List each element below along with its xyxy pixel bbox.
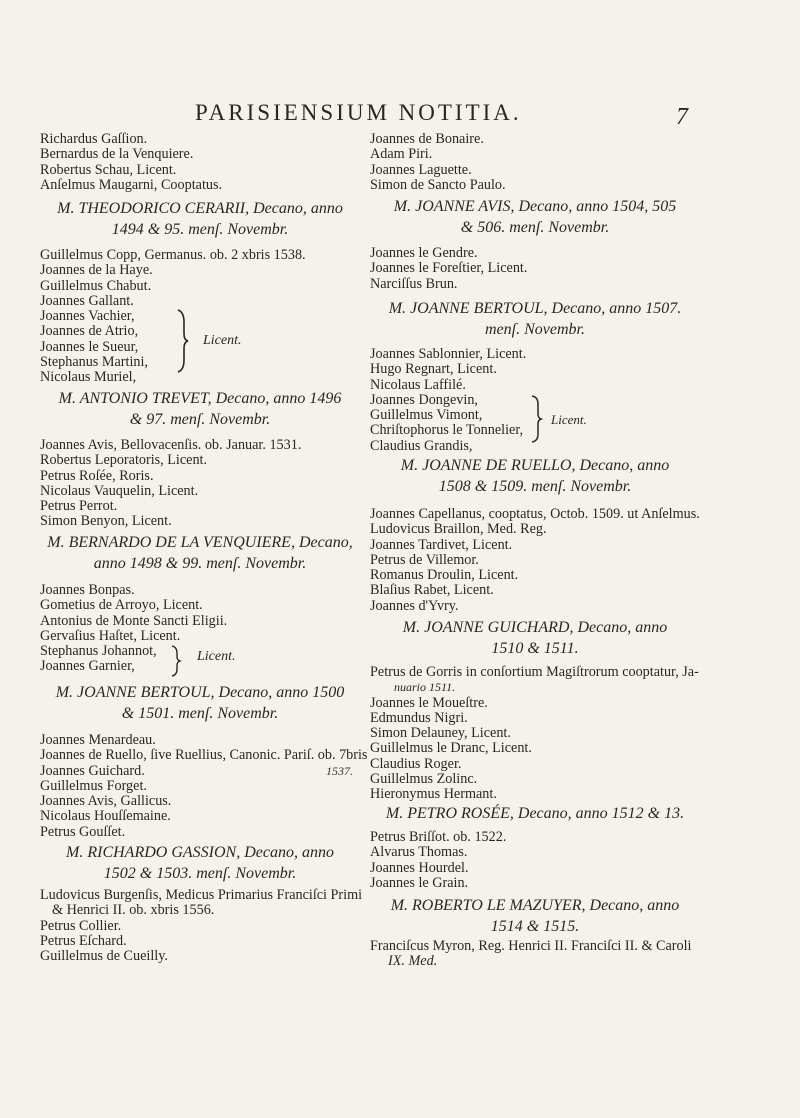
right-section-bertoul [370,298,700,340]
name-line: Narciſſus Brun. [370,275,458,292]
section-title: M. JOANNE GUICHARD, Decano, anno [402,619,668,636]
name-line: Chriſtophorus le Tonnelier, [370,422,524,439]
right-section-guichard [370,617,700,659]
brace-label: Licent. [203,333,242,348]
name-line: Petrus Roſée, Roris. [40,467,154,484]
name-line: Joannes Bonpas. [40,582,135,598]
name-line: Ludovicus Braillon, Med. Reg. [370,521,547,538]
name-line: Claudius Grandis, [370,437,473,454]
name-line: Joannes le Grain. [370,874,469,891]
name-line: Edmundus Nigri. [370,709,468,726]
section-title-line2: 1510 & 1511. [491,640,579,657]
section-title: M. JOANNE BERTOUL, Decano, anno 1507. [388,300,682,317]
left-section-trevet-names [40,438,360,530]
name-line: Joannes de la Haye. [40,262,153,279]
curly-brace-icon [168,644,184,678]
right-section-avis-names [370,246,700,292]
name-line: Joannes d'Yvry. [370,597,459,614]
name-line: Joannes Menardeau. [40,732,156,748]
section-title-line2: menſ. Novembr. [485,321,585,338]
left-section-gassion [40,842,360,884]
section-title: M. JOANNE BERTOUL, Decano, anno 1500 [55,684,345,701]
name-line: Guillelmus Zolinc. [370,771,478,788]
name-line: Joannes Gallant. [40,292,134,309]
name-line: Joannes Avis, Gallicus. [40,793,172,810]
name-line: Joannes de Ruello, ſive Ruellius, Canonic. Pariſ. ob. 7bris [40,747,368,764]
section-title: M. BERNARDO DE LA VENQUIERE, Decano, [47,534,353,551]
name-line: Joannes Guichard. [40,762,145,779]
left-section-bertoul-names [40,732,368,840]
name-line: nuario 1511. [394,680,456,695]
section-title: M. JOANNE AVIS, Decano, anno 1504, 505 [393,198,677,215]
section-title: M. THEODORICO CERARII, Decano, anno [57,200,343,217]
name-line: Richardus Gaſſion. [40,131,148,147]
right-column [370,132,700,193]
name-line: Blaſius Rabet, Licent. [370,582,494,599]
right-section-ruello-names [370,507,700,614]
name-line: Guillelmus le Dranc, Licent. [370,740,532,757]
page-number: 7 [676,104,688,130]
brace-label: Licent. [551,412,587,427]
section-title-line2: & 97. menſ. Novembr. [129,411,271,428]
name-line: Ludovicus Burgenſis, Medicus Primarius Franciſci Primi [40,887,363,903]
name-line: Joannes de Bonaire. [370,131,484,147]
name-line: Guillelmus de Cueilly. [40,948,168,965]
section-title: M. RICHARDO GASSION, Decano, anno [66,844,334,861]
right-section-rosee-names [370,830,700,891]
name-line: Joannes le Foreſtier, Licent. [370,260,528,277]
name-line: IX. Med. [388,953,438,970]
name-line: Franciſcus Myron, Reg. Henrici II. Franciſci II. & Caroli [370,938,692,954]
right-section-rosee [370,803,700,824]
right-section-avis [370,196,700,238]
name-line: Hugo Regnart, Licent. [370,361,497,378]
left-section-venquiere [40,532,360,574]
name-line: Nicolaus Houſſemaine. [40,808,171,825]
name-line: Nicolaus Vauquelin, Licent. [40,482,199,499]
section-title: M. PETRO ROSÉE, Decano, anno 1512 & 13. [385,805,685,822]
left-section-bertoul [40,682,360,724]
name-line: Petrus Gouſſet. [40,823,126,840]
name-line: Joannes Vachier, [40,308,135,325]
name-line: Joannes Dongevin, [370,391,478,408]
name-line: Petrus de Gorris in conſortium Magiſtrorum cooptatur, Ja- [370,664,699,680]
name-line: Guillelmus Vimont, [370,407,483,424]
name-line: Romanus Droulin, Licent. [370,567,519,584]
name-line: Stephanus Martini, [40,354,148,371]
name-line: Hieronymus Hermant. [370,786,497,803]
name-line: Joannes le Sueur, [40,338,139,355]
name-line: Petrus de Villemor. [370,551,479,568]
name-line: Claudius Roger. [370,755,462,772]
name-line: Bernardus de la Venquiere. [40,146,194,163]
left-section-theodorico-names [40,248,360,386]
name-line: Joannes Sablonnier, Licent. [370,346,527,362]
section-title-line2: 1494 & 95. menſ. Novembr. [111,221,289,238]
left-section-gassion-names [40,887,363,965]
name-line: Adam Piri. [370,146,433,163]
running-header: PARISIENSIUM NOTITIA. [195,100,522,125]
name-line: Guillelmus Forget. [40,777,147,794]
name-line: Guillelmus Copp, Germanus. ob. 2 xbris 1538. [40,247,306,263]
curly-brace-icon [528,394,544,444]
name-line: Joannes Hourdel. [370,859,469,876]
name-line: Antonius de Monte Sancti Eligii. [40,612,228,629]
name-line: Robertus Leporatoris, Licent. [40,452,208,469]
section-title: M. JOANNE DE RUELLO, Decano, anno [400,457,670,474]
section-title: M. ROBERTO LE MAZUYER, Decano, anno [390,897,680,914]
section-title: M. ANTONIO TREVET, Decano, anno 1496 [58,390,342,407]
left-section-trevet [40,388,360,430]
name-line: Joannes Capellanus, cooptatus, Octob. 1509. ut Anſelmus. [370,506,700,522]
handwritten-margin-note: 1537. [326,764,353,778]
name-line: & Henrici II. ob. xbris 1556. [52,902,215,919]
name-line: Joannes Tardivet, Licent. [370,536,513,553]
name-line: Robertus Schau, Licent. [40,161,177,178]
name-line: Joannes Garnier, [40,658,135,675]
name-line: Simon de Sancto Paulo. [370,176,506,193]
section-title-line2: anno 1498 & 99. menſ. Novembr. [93,555,307,572]
left-column [40,132,360,193]
section-title-line2: 1514 & 1515. [490,918,580,935]
right-section-mazuyer-names [370,939,700,970]
name-line: Nicolaus Muriel, [40,369,137,386]
name-line: Alvarus Thomas. [370,844,468,861]
section-title-line2: 1502 & 1503. menſ. Novembr. [103,865,297,882]
name-line: Petrus Perrot. [40,498,118,515]
name-line: Simon Delauney, Licent. [370,725,511,742]
name-line: Petrus Collier. [40,917,122,934]
name-line: Gometius de Arroyo, Licent. [40,597,203,614]
name-line: Joannes Laguette. [370,161,472,178]
name-line: Joannes le Gendre. [370,245,478,261]
section-title-line2: 1508 & 1509. menſ. Novembr. [438,478,632,495]
name-line: Joannes le Moueſtre. [370,694,488,711]
right-section-guichard-names [370,665,700,803]
right-section-ruello [370,455,700,497]
section-title-line2: & 1501. menſ. Novembr. [121,705,279,722]
name-line: Joannes de Atrio, [40,323,139,340]
left-section-theodorico [40,198,360,240]
right-section-mazuyer [370,895,700,937]
curly-brace-icon [172,308,192,374]
name-line: Petrus Eſchard. [40,932,127,949]
name-line: Nicolaus Laffilé. [370,376,466,393]
name-line: Petrus Briſſot. ob. 1522. [370,829,507,845]
name-line: Stephanus Johannot, [40,643,157,660]
name-line: Gervaſius Haſtet, Licent. [40,627,181,644]
section-title-line2: & 506. menſ. Novembr. [460,219,610,236]
brace-label: Licent. [197,649,236,664]
name-line: Simon Benyon, Licent. [40,513,172,530]
name-line: Joannes Avis, Bellovacenſis. ob. Januar. 1531. [40,437,302,453]
name-line: Guillelmus Chabut. [40,277,152,294]
name-line: Anſelmus Maugarni, Cooptatus. [40,176,223,193]
